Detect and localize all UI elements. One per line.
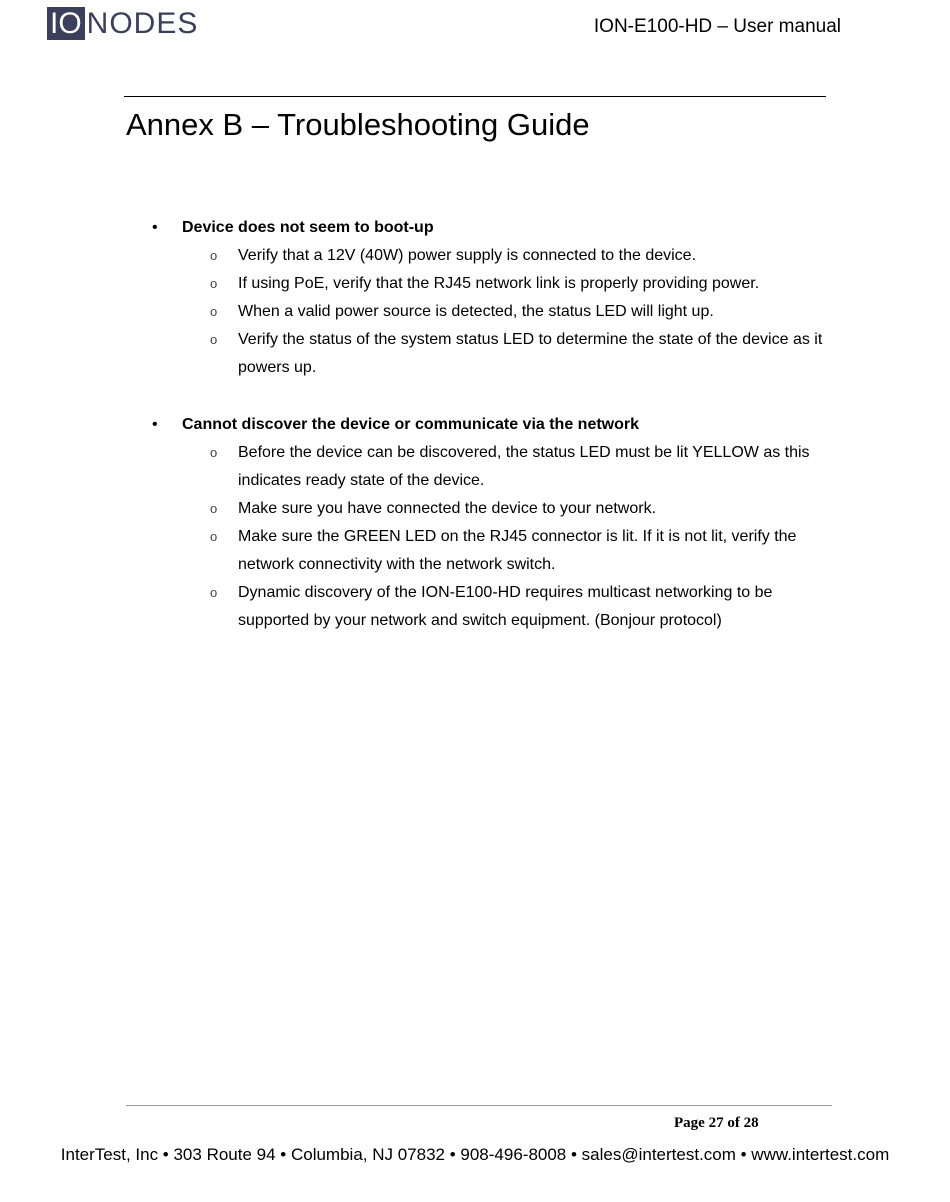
- list-item-text: Before the device can be discovered, the status LED must be lit YELLOW as this indicates ready state of the device.: [238, 444, 810, 489]
- document-title: ION-E100-HD – User manual: [593, 16, 841, 37]
- list-item: [152, 439, 832, 495]
- section-title: Cannot discover the device or communicate via the network: [182, 416, 640, 433]
- list-item: [152, 326, 832, 382]
- circle-bullet-icon: o: [210, 248, 218, 263]
- circle-bullet-icon: o: [210, 445, 218, 460]
- section-title: Device does not seem to boot-up: [182, 219, 434, 236]
- list-item-text: Verify the status of the system status LED to determine the state of the device as it powers up.: [238, 331, 823, 376]
- troubleshoot-section-boot: [152, 214, 832, 382]
- list-item-text: When a valid power source is detected, the status LED will light up.: [238, 303, 714, 320]
- circle-bullet-icon: o: [210, 332, 218, 347]
- circle-bullet-icon: o: [210, 304, 218, 319]
- list-item: [152, 242, 832, 270]
- section-bullet-row: [152, 411, 832, 439]
- ionodes-logo: [47, 7, 198, 40]
- circle-bullet-icon: o: [210, 585, 218, 600]
- header-divider: [124, 96, 826, 97]
- list-item: [152, 523, 832, 579]
- list-item: [152, 298, 832, 326]
- page-number: Page 27 of 28: [674, 1115, 759, 1131]
- circle-bullet-icon: o: [210, 529, 218, 544]
- list-item-text: If using PoE, verify that the RJ45 network link is properly providing power.: [238, 275, 760, 292]
- list-item: [152, 579, 832, 635]
- bullet-icon: •: [152, 219, 158, 236]
- logo-io-mark: IO: [47, 7, 85, 40]
- list-item-text: Make sure you have connected the device to your network.: [238, 500, 657, 517]
- company-footer: InterTest, Inc • 303 Route 94 • Columbia, NJ 07832 • 908-496-8008 • sales@intertest.com • www.intertest.com: [60, 1145, 890, 1164]
- list-item-text: Make sure the GREEN LED on the RJ45 connector is lit. If it is not lit, verify the network connectivity with the network switch.: [238, 528, 797, 573]
- list-item: [152, 495, 832, 523]
- section-bullet-row: [152, 214, 832, 242]
- page-heading: Annex B – Troubleshooting Guide: [126, 107, 590, 142]
- circle-bullet-icon: o: [210, 276, 218, 291]
- logo-nodes-text: NODES: [86, 7, 199, 40]
- circle-bullet-icon: o: [210, 501, 218, 516]
- footer-divider: [126, 1105, 832, 1106]
- bullet-icon: •: [152, 416, 158, 433]
- list-item-text: Verify that a 12V (40W) power supply is connected to the device.: [238, 247, 697, 264]
- troubleshoot-section-network: [152, 411, 832, 635]
- list-item-text: Dynamic discovery of the ION-E100-HD requires multicast networking to be supported by your network and switch equipment. (Bonjour protocol): [238, 584, 773, 629]
- list-item: [152, 270, 832, 298]
